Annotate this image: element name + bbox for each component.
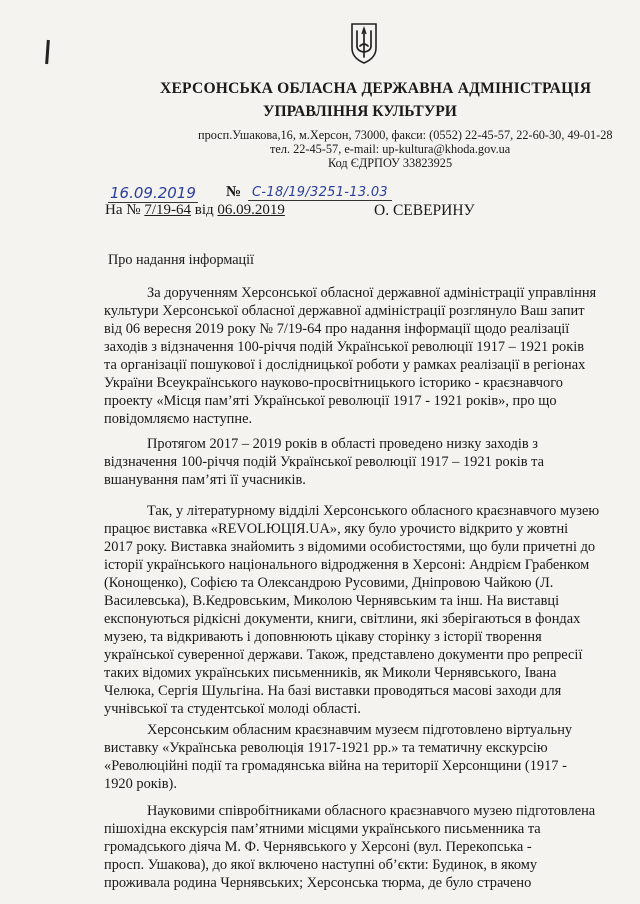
reference-from: від xyxy=(194,202,214,218)
reference-prefix: На № xyxy=(105,202,141,218)
letter-subject: Про надання інформації xyxy=(108,252,254,268)
reference-date: 06.09.2019 xyxy=(217,202,285,218)
registration-date: 16.09.2019 xyxy=(110,184,196,202)
reference-number: 7/19-64 xyxy=(144,202,191,218)
body-line: української суверенної держави. Також, представлено документи про репресії xyxy=(104,647,583,663)
reference-line xyxy=(105,202,285,219)
body-line: Так, у літературному відділі Херсонського обласного краєзнавчого музею xyxy=(147,503,600,519)
department-name: УПРАВЛІННЯ КУЛЬТУРИ xyxy=(263,103,457,120)
body-line: «Революційні події та громадянська війна на території Херсонщини (1917 - xyxy=(104,758,567,774)
edrpou-code: Код ЄДРПОУ 33823925 xyxy=(328,156,453,170)
body-line: відзначення 100-річчя подій Української революції 1917 – 1921 років та xyxy=(104,454,544,470)
body-line: вшанування пам’яті її учасників. xyxy=(104,472,306,488)
body-line: працює виставка «REVOLЮЦІЯ.UA», яку було урочисто відкрито у жовтні xyxy=(104,521,569,537)
body-line: заходів з відзначення 100-річчя подій Української революції 1917 – 1921 років xyxy=(104,339,585,355)
body-line: Василевська), В.Кедровським, Миколою Чернявським та інш. На виставці xyxy=(104,593,560,609)
body-line: (Конощенко), Софією та Олександрою Русовими, Дніпровою Чайкою (Л. xyxy=(104,575,554,591)
body-line: громадського діяча М. Ф. Чернявського у Херсоні (вул. Перекопська - xyxy=(104,839,532,855)
body-line: проекту «Місця пам’яті Української революції 1917 - 1921 років», про що xyxy=(104,393,557,409)
body-line: 2017 року. Виставка знайомить з відомими особистостями, що були причетні до xyxy=(104,539,596,555)
address-line: просп.Ушакова,16, м.Херсон, 73000, факси: (0552) 22-45-57, 22-60-30, 49-01-28 xyxy=(198,128,613,142)
trident-emblem-icon xyxy=(349,22,379,64)
body-line: Херсонським обласним краєзнавчим музеєм підготовлено віртуальну xyxy=(147,722,573,738)
body-line: та організації пошукової і дослідницької роботи у рамках реалізації в регіонах xyxy=(104,357,586,373)
body-line: учнівської та студентської молоді області. xyxy=(104,701,361,717)
body-line: 1920 років). xyxy=(104,776,177,792)
body-line: проживала родина Чернявських; Херсонська тюрма, де було страчено xyxy=(104,875,532,891)
recipient: О. СЕВЕРИНУ xyxy=(374,202,475,219)
body-line: історії українського національного відродження в Херсоні: Андрієм Грабенком xyxy=(104,557,590,573)
body-line: України Всеукраїнського науково-просвітницького історико - краєзнавчого xyxy=(104,375,563,391)
margin-mark xyxy=(45,40,50,64)
body-line: пішохідна екскурсія пам’ятними місцями українського письменника та xyxy=(104,821,541,837)
body-line: повідомляємо наступне. xyxy=(104,411,253,427)
body-line: просп. Ушакова), до якої включено наступні об’єкти: Будинок, в якому xyxy=(104,857,538,873)
organization-name: ХЕРСОНСЬКА ОБЛАСНА ДЕРЖАВНА АДМІНІСТРАЦІЯ xyxy=(160,80,592,97)
body-line: експонуються рідкісні документи, книги, світлини, які зберігаються в фондах xyxy=(104,611,581,627)
body-line: виставку «Українська революція 1917-1921 рр.» та тематичну екскурсію xyxy=(104,740,548,756)
body-line: За дорученням Херсонської обласної державної адміністрації управління xyxy=(147,285,597,301)
registration-number: С-18/19/3251-13.03 xyxy=(248,184,392,201)
body-line: музею, та відкривають і доповнюють цікаву сторінку з історії творення xyxy=(104,629,542,645)
body-line: таких відомих українських письменників, як Миколи Чернявського, Івана xyxy=(104,665,557,681)
body-line: Челюка, Сергія Шульгіна. На базі виставки проводяться масові заходи для xyxy=(104,683,562,699)
body-line: Протягом 2017 – 2019 років в області проведено низку заходів з xyxy=(147,436,538,452)
body-line: від 06 вересня 2019 року № 7/19-64 про надання інформації щодо реалізації xyxy=(104,321,570,337)
body-line: Науковими співробітниками обласного краєзнавчого музею підготовлена xyxy=(147,803,596,819)
number-sign: № xyxy=(226,184,242,200)
body-line: культури Херсонської обласної державної адміністрації розглянуло Ваш запит xyxy=(104,303,585,319)
contact-line: тел. 22-45-57, e-mail: up-kultura@khoda.gov.ua xyxy=(270,142,511,156)
